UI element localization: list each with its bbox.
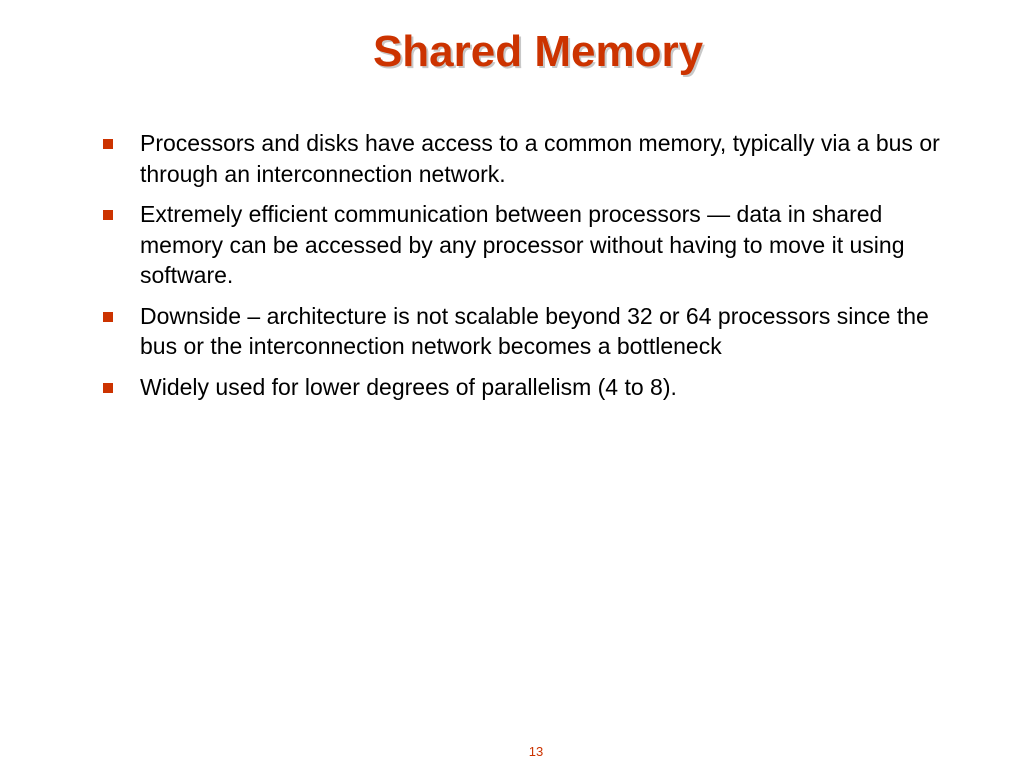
- page-number: 13: [528, 744, 544, 759]
- bullet-item: [102, 128, 942, 189]
- bullet-text: Extremely efficient communication between processors — data in shared memory can be accessed by any processor without having to move it using software.: [140, 201, 905, 288]
- bullet-list: [102, 128, 942, 412]
- square-bullet-icon: [103, 383, 113, 393]
- bullet-text: Downside – architecture is not scalable beyond 32 or 64 processors since the bus or the interconnection network becomes a bottleneck: [140, 302, 929, 359]
- slide-title: Shared Memory: [372, 27, 704, 76]
- bullet-text: Processors and disks have access to a common memory, typically via a bus or through an interconnection network.: [140, 130, 940, 187]
- square-bullet-icon: [103, 210, 113, 220]
- bullet-text: Widely used for lower degrees of parallelism (4 to 8).: [140, 373, 677, 400]
- square-bullet-icon: [103, 312, 113, 322]
- bullet-item: [102, 372, 942, 403]
- square-bullet-icon: [103, 139, 113, 149]
- bullet-item: [102, 301, 942, 362]
- bullet-item: [102, 199, 942, 291]
